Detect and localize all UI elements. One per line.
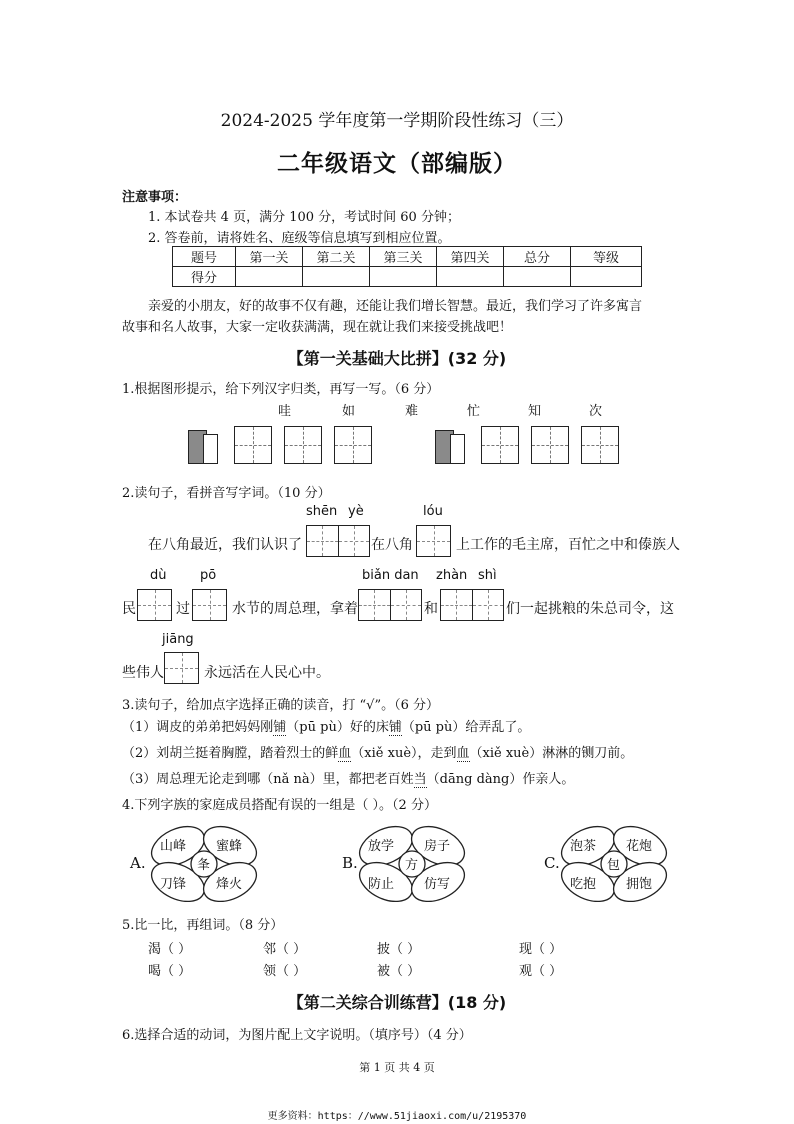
line-text[interactable]: （xiě xuè）淋淋的铡刀前。 (469, 746, 634, 761)
sentence-text: 上工作的毛主席，百忙之中和傣族人 (456, 537, 680, 553)
writing-grid[interactable] (334, 426, 372, 464)
question-prompt: 4.下列字族的家庭成员搭配有误的一组是（ ）。（2 分） (122, 798, 437, 813)
table-header-cell: 总分 (504, 247, 571, 267)
table-header-cell: 第一关 (236, 247, 303, 267)
word-pair[interactable]: 领（ ） (263, 964, 307, 979)
char-item: 知 (528, 404, 542, 419)
intro-line: 故事和名人故事，大家一定收获满满，现在就让我们来接受挑战吧！ (122, 320, 513, 335)
petal-word: 山峰 (160, 839, 187, 854)
petal-word: 烽火 (216, 877, 243, 892)
question-prompt: 2.读句子，看拼音写字词。（10 分） (122, 486, 331, 501)
score-table (172, 246, 642, 287)
word-pair[interactable]: 披（ ） (377, 942, 421, 957)
exam-title: 2024-2025 学年度第一学期阶段性练习（三） (220, 111, 574, 131)
sentence-text: 在八角 (371, 537, 413, 553)
petal-word: 放学 (368, 839, 395, 854)
pinyin-label: dù (150, 568, 167, 583)
pinyin-label: biǎn dan (362, 568, 419, 583)
table-row-label: 得分 (173, 267, 236, 287)
petal-word: 泡茶 (570, 839, 597, 854)
table-header-cell: 第三关 (370, 247, 437, 267)
score-cell[interactable] (236, 267, 303, 287)
writing-grid[interactable] (284, 426, 322, 464)
answer-box[interactable] (164, 652, 199, 684)
line-text[interactable]: （pū pù）给弄乱了。 (401, 720, 531, 735)
line-text: （2）刘胡兰挺着胸膛，踏着烈士的鲜 (122, 746, 339, 761)
petal-word: 吃抱 (570, 877, 597, 892)
writing-grid[interactable] (481, 426, 519, 464)
word-pair[interactable]: 邻（ ） (263, 942, 307, 957)
sentence-text: 们一起挑粮的朱总司令，这 (506, 601, 674, 617)
petal-word: 拥饱 (626, 877, 653, 892)
table-header-cell: 题号 (173, 247, 236, 267)
option-label[interactable]: A. (130, 854, 146, 872)
question-prompt: 5.比一比，再组词。（8 分） (122, 918, 284, 933)
question-prompt: 6.选择合适的动词，为图片配上文字说明。（填序号）（4 分） (122, 1028, 472, 1043)
answer-box[interactable] (358, 589, 422, 621)
char-item: 哇 (278, 404, 292, 419)
line-text[interactable]: （dāng dàng）作亲人。 (426, 772, 575, 787)
word-pair[interactable]: 被（ ） (377, 964, 421, 979)
sentence-text: 在八角最近，我们认识了 (148, 537, 302, 553)
notice-heading: 注意事项： (122, 190, 188, 205)
center-char: 方 (405, 858, 419, 873)
writing-grid[interactable] (581, 426, 619, 464)
petal-word: 防止 (368, 877, 395, 892)
option-label[interactable]: B. (342, 854, 358, 872)
dotted-char: 铺 (388, 720, 402, 735)
line-text[interactable]: （3）周总理无论走到哪（nǎ nà）里，都把老百姓 (122, 772, 414, 787)
word-pair[interactable]: 观（ ） (519, 964, 563, 979)
left-right-structure-icon (435, 430, 465, 464)
question-prompt: 3.读句子，给加点字选择正确的读音，打 “√”。（6 分） (122, 698, 440, 713)
table-header-cell: 等级 (571, 247, 642, 267)
score-cell[interactable] (504, 267, 571, 287)
sentence-text: 水节的周总理，拿着 (232, 601, 358, 617)
dotted-char: 铺 (273, 720, 287, 735)
petal-word: 房子 (424, 839, 451, 854)
char-item: 如 (342, 404, 356, 419)
dotted-char: 血 (338, 746, 352, 761)
score-cell[interactable] (303, 267, 370, 287)
dotted-char: 当 (413, 772, 427, 787)
writing-grid[interactable] (531, 426, 569, 464)
left-right-structure-icon (188, 430, 218, 464)
page-number: 第 1 页 共 4 页 (359, 1061, 435, 1074)
char-item: 次 (589, 404, 603, 419)
center-char: 包 (607, 858, 621, 873)
score-cell[interactable] (437, 267, 504, 287)
question-prompt: 1.根据图形提示，给下列汉字归类，再写一写。（6 分） (122, 382, 440, 397)
pinyin-label: yè (348, 504, 364, 519)
section-heading: 【第一关基础大比拼】(32 分) (287, 349, 507, 368)
answer-box[interactable] (192, 589, 227, 621)
center-char: 夆 (197, 858, 211, 873)
pronunciation-line (122, 768, 574, 787)
pinyin-label: lóu (423, 504, 443, 519)
word-pair[interactable]: 渴（ ） (148, 942, 192, 957)
section-heading: 【第二关综合训练营】(18 分) (287, 993, 507, 1012)
sentence-text: 些伟人 (122, 665, 164, 681)
notice-item: 2. 答卷前，请将姓名、庭级等信息填写到相应位置。 (148, 231, 451, 246)
pinyin-label: shēn (306, 504, 338, 519)
word-pair[interactable]: 喝（ ） (148, 964, 192, 979)
source-link[interactable]: 更多资料：https：//www.51jiaoxi.com/u/2195370 (267, 1111, 527, 1122)
sentence-text: 过 (176, 601, 190, 617)
petal-word: 刀锋 (160, 877, 187, 892)
exam-subtitle: 二年级语文（部编版） (277, 151, 517, 177)
line-text[interactable]: （pū pù）好的床 (286, 720, 389, 735)
table-header-cell: 第二关 (303, 247, 370, 267)
notice-item: 1. 本试卷共 4 页，满分 100 分，考试时间 60 分钟； (148, 210, 460, 225)
dotted-char: 血 (456, 746, 470, 761)
pinyin-label: jiāng (162, 632, 194, 647)
writing-grid[interactable] (234, 426, 272, 464)
line-text: （1）调皮的弟弟把妈妈刚 (122, 720, 274, 735)
score-cell[interactable] (370, 267, 437, 287)
word-family-flowers (120, 822, 700, 902)
answer-box[interactable] (416, 525, 451, 557)
char-item: 忙 (467, 404, 481, 419)
score-cell[interactable] (571, 267, 642, 287)
sentence-text: 民 (122, 601, 136, 617)
petal-word: 蜜蜂 (216, 839, 243, 854)
answer-box[interactable] (440, 589, 504, 621)
answer-box[interactable] (306, 525, 370, 557)
pronunciation-line (122, 716, 530, 735)
pronunciation-line (122, 742, 633, 761)
pinyin-label: zhàn (436, 568, 468, 583)
word-pair[interactable]: 现（ ） (519, 942, 563, 957)
petal-word: 花炮 (626, 839, 653, 854)
answer-box[interactable] (137, 589, 172, 621)
char-item: 难 (405, 404, 419, 419)
pinyin-label: shì (478, 568, 497, 583)
intro-line: 亲爱的小朋友，好的故事不仅有趣，还能让我们增长智慧。最近，我们学习了许多寓言 (148, 299, 643, 314)
option-label[interactable]: C. (544, 854, 560, 872)
pinyin-label: pō (200, 568, 217, 583)
table-header-cell: 第四关 (437, 247, 504, 267)
petal-word: 仿写 (424, 877, 451, 892)
sentence-text: 和 (424, 601, 438, 617)
line-text[interactable]: （xiě xuè），走到 (351, 746, 457, 761)
sentence-text: 永远活在人民心中。 (204, 665, 330, 681)
